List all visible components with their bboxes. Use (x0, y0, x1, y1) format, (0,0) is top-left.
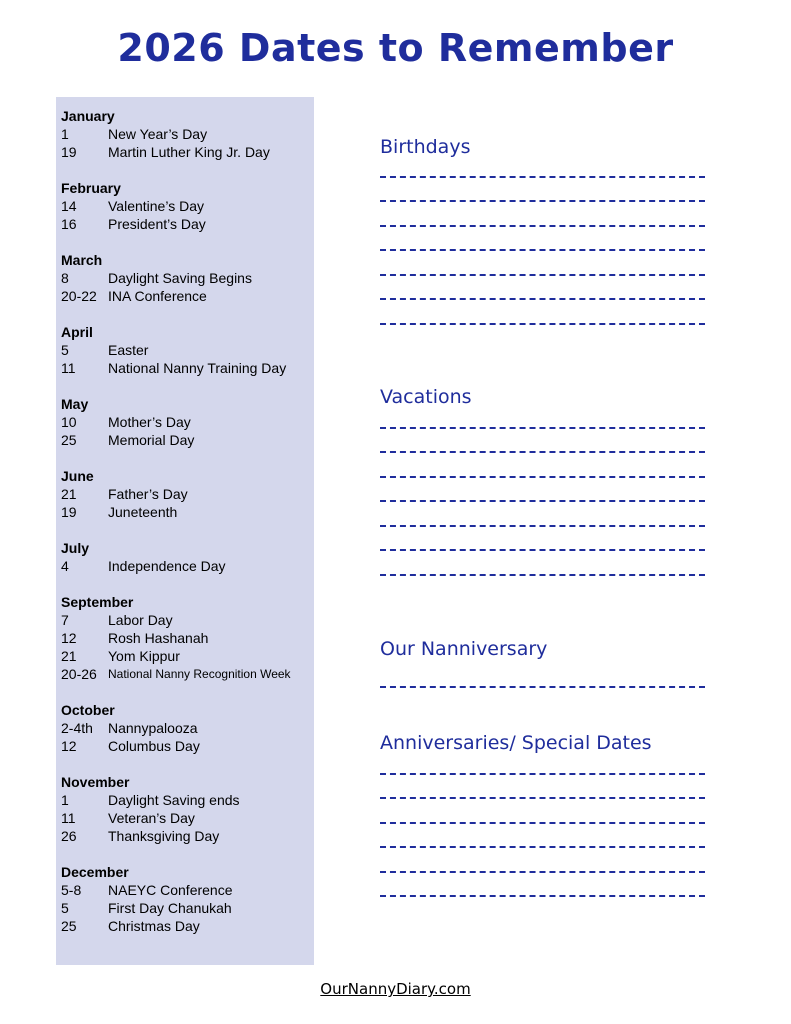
event-date: 26 (61, 828, 77, 844)
event-name: Father’s Day (108, 486, 188, 502)
write-in-line[interactable] (380, 437, 705, 462)
month-block (61, 251, 314, 305)
event-row (61, 215, 314, 233)
event-date: 11 (61, 360, 76, 376)
event-name: Martin Luther King Jr. Day (108, 144, 270, 160)
event-row (61, 791, 314, 809)
event-date: 5 (61, 900, 69, 916)
event-row (61, 719, 314, 737)
event-row (61, 629, 314, 647)
event-date: 1 (61, 126, 69, 142)
month-name: November (61, 774, 130, 790)
event-name: Columbus Day (108, 738, 200, 754)
event-date: 8 (61, 270, 69, 286)
event-name: Christmas Day (108, 918, 200, 934)
event-name: NAEYC Conference (108, 882, 233, 898)
event-name: Nannypalooza (108, 720, 198, 736)
event-name: Mother’s Day (108, 414, 191, 430)
write-in-line[interactable] (380, 486, 705, 511)
event-date: 21 (61, 648, 77, 664)
event-date: 14 (61, 198, 77, 214)
month-name: December (61, 864, 129, 880)
month-block (61, 701, 314, 755)
event-name: Rosh Hashanah (108, 630, 209, 646)
event-row (61, 665, 314, 683)
write-in-line[interactable] (380, 210, 705, 235)
write-in-line[interactable] (380, 259, 705, 284)
event-name: New Year’s Day (108, 126, 208, 142)
event-date: 2-4th (61, 720, 93, 736)
nanniversary-heading: Our Nanniversary (380, 638, 548, 660)
event-row (61, 269, 314, 287)
write-in-line[interactable] (380, 559, 705, 584)
event-date: 20-26 (61, 666, 97, 682)
event-name: Yom Kippur (108, 648, 180, 664)
nanniversary-lines[interactable] (380, 671, 705, 696)
write-in-line[interactable] (380, 412, 705, 437)
month-name: May (61, 396, 89, 412)
month-block (61, 323, 314, 377)
event-row (61, 485, 314, 503)
anniversaries-heading: Anniversaries/ Special Dates (380, 732, 652, 754)
month-name: April (61, 324, 93, 340)
footer-site-link[interactable]: OurNannyDiary.com (320, 980, 471, 998)
event-row (61, 125, 314, 143)
event-name: Independence Day (108, 558, 226, 574)
holiday-list-panel (56, 97, 314, 965)
event-row (61, 557, 314, 575)
event-row (61, 827, 314, 845)
write-in-line[interactable] (380, 461, 705, 486)
write-in-line[interactable] (380, 510, 705, 535)
write-in-line[interactable] (380, 535, 705, 560)
event-name: Veteran’s Day (108, 810, 195, 826)
page-title: 2026 Dates to Remember (117, 26, 674, 70)
event-row (61, 917, 314, 935)
event-date: 11 (61, 810, 76, 826)
event-name: Easter (108, 342, 149, 358)
month-name: September (61, 594, 134, 610)
month-name: January (61, 108, 115, 124)
month-name: October (61, 702, 115, 718)
event-row (61, 503, 314, 521)
event-row (61, 287, 314, 305)
write-in-line[interactable] (380, 783, 705, 808)
event-date: 1 (61, 792, 69, 808)
event-row (61, 809, 314, 827)
event-date: 5-8 (61, 882, 82, 898)
month-name: March (61, 252, 103, 268)
month-block (61, 395, 314, 449)
write-in-line[interactable] (380, 235, 705, 260)
event-name: National Nanny Training Day (108, 360, 287, 376)
event-name: First Day Chanukah (108, 900, 232, 916)
month-block (61, 773, 314, 845)
write-in-line[interactable] (380, 758, 705, 783)
event-row (61, 647, 314, 665)
event-date: 5 (61, 342, 69, 358)
event-row (61, 881, 314, 899)
month-name: July (61, 540, 90, 556)
event-row (61, 197, 314, 215)
event-name: Valentine’s Day (108, 198, 204, 214)
event-row (61, 431, 314, 449)
event-date: 19 (61, 144, 77, 160)
month-name: February (61, 180, 121, 196)
birthdays-lines[interactable] (380, 161, 705, 333)
write-in-line[interactable] (380, 832, 705, 857)
event-date: 12 (61, 738, 77, 754)
month-name: June (61, 468, 94, 484)
write-in-line[interactable] (380, 284, 705, 309)
event-date: 12 (61, 630, 77, 646)
event-row (61, 899, 314, 917)
event-name: Memorial Day (108, 432, 195, 448)
write-in-line[interactable] (380, 308, 705, 333)
event-date: 19 (61, 504, 77, 520)
event-row (61, 341, 314, 359)
event-row (61, 143, 314, 161)
event-date: 4 (61, 558, 69, 574)
event-row (61, 611, 314, 629)
event-row (61, 413, 314, 431)
month-block (61, 863, 314, 935)
event-date: 21 (61, 486, 77, 502)
event-date: 20-22 (61, 288, 97, 304)
month-block (61, 467, 314, 521)
event-row (61, 359, 314, 377)
vacations-lines[interactable] (380, 412, 705, 584)
event-date: 10 (61, 414, 77, 430)
event-name: INA Conference (108, 288, 207, 304)
event-date: 25 (61, 432, 77, 448)
write-in-line[interactable] (380, 186, 705, 211)
month-block (61, 539, 314, 575)
vacations-heading: Vacations (380, 386, 472, 408)
month-block (61, 107, 314, 161)
event-name: President’s Day (108, 216, 206, 232)
event-name: National Nanny Recognition Week (108, 667, 291, 681)
anniversaries-lines[interactable] (380, 758, 705, 905)
event-name: Thanksgiving Day (108, 828, 220, 844)
write-in-line[interactable] (380, 671, 705, 696)
event-name: Daylight Saving ends (108, 792, 240, 808)
event-name: Labor Day (108, 612, 173, 628)
event-date: 7 (61, 612, 69, 628)
event-name: Juneteenth (108, 504, 178, 520)
write-in-line[interactable] (380, 881, 705, 906)
event-row (61, 737, 314, 755)
month-block (61, 179, 314, 233)
write-in-line[interactable] (380, 807, 705, 832)
month-block (61, 593, 314, 683)
write-in-line[interactable] (380, 161, 705, 186)
event-name: Daylight Saving Begins (108, 270, 252, 286)
write-in-line[interactable] (380, 856, 705, 881)
birthdays-heading: Birthdays (380, 136, 471, 158)
event-date: 16 (61, 216, 77, 232)
event-date: 25 (61, 918, 77, 934)
